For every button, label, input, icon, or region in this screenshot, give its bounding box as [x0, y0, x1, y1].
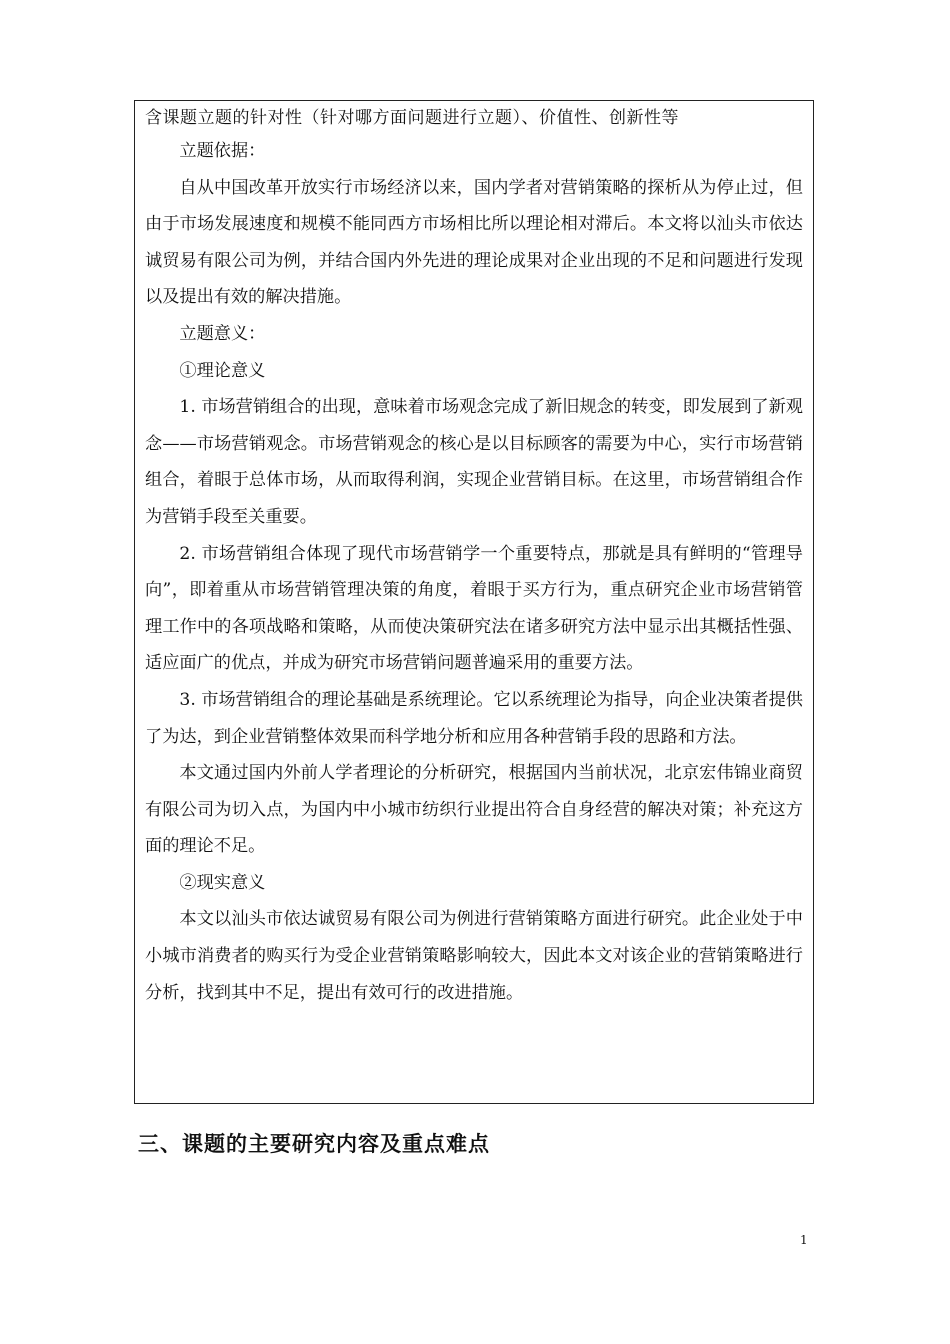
- content-box: [134, 100, 814, 1104]
- paragraph-theory-2: 2. 市场营销组合体现了现代市场营销学一个重要特点，那就是具有鲜明的“管理导向”，即着重从市场营销管理决策的角度，着眼于买方行为，重点研究企业市场营销管理工作中的各项战略和策略，从而使决策研究法在诸多研究方法中显示出其概括性强、适应面广的优点，并成为研究市场营销问题普遍采用的重要方法。: [145, 543, 803, 674]
- box-top-border: [134, 100, 814, 101]
- paragraph-basis: 自从中国改革开放实行市场经济以来，国内学者对营销策略的探析从为停止过，但由于市场发展速度和规模不能同西方市场相比所以理论相对滞后。本文将以汕头市依达诚贸易有限公司为例，并结合国内外先进的理论成果对企业出现的不足和问题进行发现以及提出有效的解决措施。: [145, 177, 803, 308]
- paragraph-theory-1: 1. 市场营销组合的出现，意味着市场观念完成了新旧规念的转变，即发展到了新观念——市场营销观念。市场营销观念的核心是以目标顾客的需要为中心，实行市场营销组合，着眼于总体市场，从而取得利润，实现企业营销目标。在这里，市场营销组合作为营销手段至关重要。: [145, 397, 803, 527]
- paragraph-significance-label: 立题意义：: [179, 323, 266, 344]
- paragraph-theory-label: ①理论意义: [179, 360, 266, 381]
- paragraph-basis-label: 立题依据：: [179, 141, 266, 161]
- paragraph-theory-3: 3. 市场营销组合的理论基础是系统理论。它以系统理论为指导，向企业决策者提供了为达，到企业营销整体效果而科学地分析和应用各种营销手段的思路和方法。: [145, 689, 803, 747]
- paragraph-study-approach: 本文通过国内外前人学者理论的分析研究，根据国内当前状况，北京宏伟锦业商贸有限公司为切入点，为国内中小城市纺织行业提出符合自身经营的解决对策；补充这方面的理论不足。: [145, 763, 803, 857]
- box-lead-text: 含课题立题的针对性（针对哪方面问题进行立题）、价值性、创新性等: [145, 108, 679, 128]
- page-number: 1: [800, 1233, 808, 1247]
- section-heading: 三、课题的主要研究内容及重点难点: [138, 1132, 490, 1156]
- paragraph-practice-label: ②现实意义: [179, 872, 266, 893]
- paragraph-practice: 本文以汕头市依达诚贸易有限公司为例进行营销策略方面进行研究。此企业处于中小城市消费者的购买行为受企业营销策略影响较大，因此本文对该企业的营销策略进行分析，找到其中不足，提出有效可行的改进措施。: [145, 909, 803, 1003]
- box-content: [145, 133, 803, 1011]
